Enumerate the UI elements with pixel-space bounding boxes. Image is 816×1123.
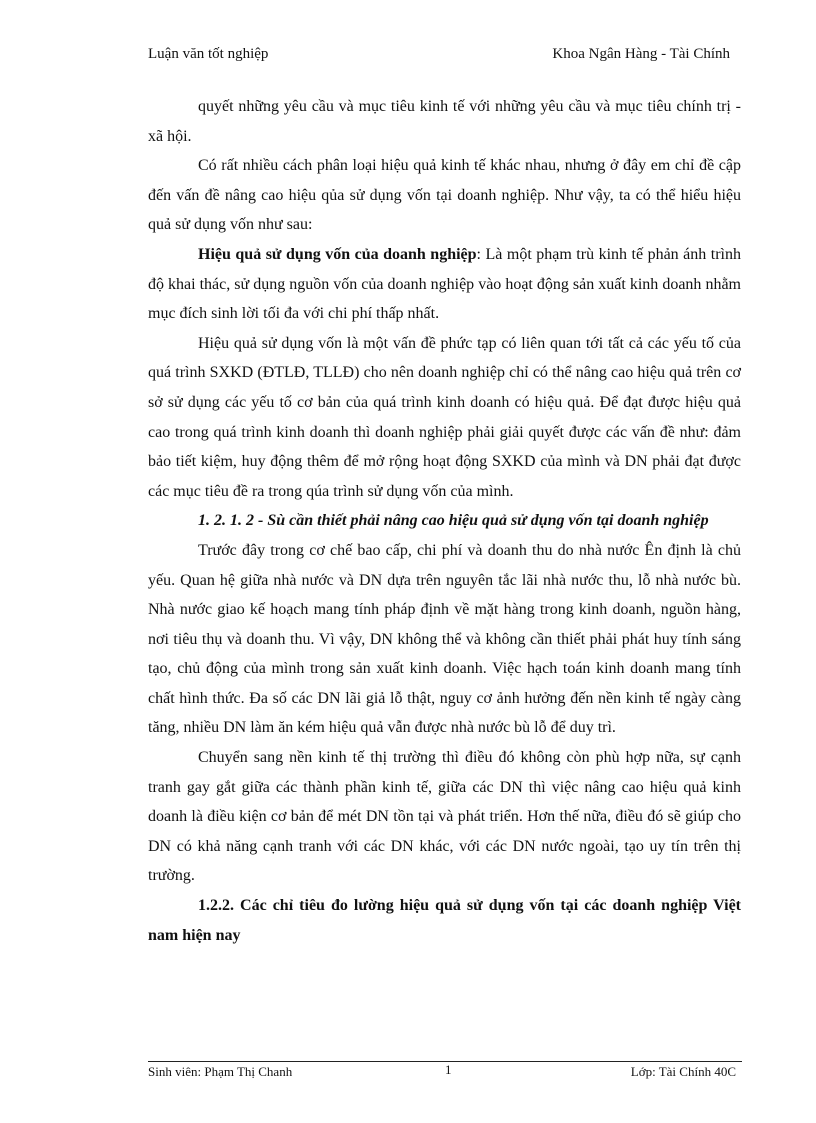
page-number: 1: [445, 1062, 452, 1077]
paragraph: Trước đây trong cơ chế bao cấp, chi phí và doanh thu do nhà nước Ên định là chủ yếu. Quan hệ giữa nhà nước và DN dựa trên nguyên tắc lãi nhà nước thu, lỗ nhà nước bù. Nhà nước giao kế hoạch mang tính pháp định về mặt hàng trong kinh doanh, nguồn hàng, nơi tiêu thụ và doanh thu. Vì vậy, DN không thể và không cần thiết phải phát huy tính sáng tạo, chủ động của mình trong sản xuất kinh doanh. Việc hạch toán kinh doanh mang tính chất hình thức. Đa số các DN lãi giả lỗ thật, nguy cơ ảnh hưởng đến nền kinh tế ngày càng tăng, nhiều DN làm ăn kém hiệu quả vẫn được nhà nước bù lỗ để duy trì.: [148, 541, 741, 737]
paragraph: Có rất nhiều cách phân loại hiệu quả kinh tế khác nhau, nhưng ở đây em chỉ đề cập đến vấn đề nâng cao hiệu qủa sử dụng vốn tại doanh nghiệp. Như vậy, ta có thể hiểu hiệu quả sử dụng vốn như sau:: [148, 157, 741, 234]
paragraph: Hiệu quả sử dụng vốn là một vấn đề phức tạp có liên quan tới tất cả các yếu tố của quá trình SXKD (ĐTLĐ, TLLĐ) cho nên doanh nghiệp chỉ có thể nâng cao hiệu quả trên cơ sở sử dụng các yếu tố cơ bản của quá trình kinh doanh có hiệu quả. Để đạt được hiệu quả cao trong quá trình kinh doanh thì doanh nghiệp phải giải quyết được các vấn đề như: đảm bảo tiết kiệm, huy động thêm để mở rộng hoạt động SXKD của mình và DN phải đạt được các mục tiêu đề ra trong qúa trình sử dụng vốn của mình.: [148, 334, 741, 500]
footer-class: Lớp: Tài Chính 40C: [630, 1064, 736, 1079]
footer-student: Sinh viên: Phạm Thị Chanh: [148, 1064, 293, 1079]
section-heading: 1.2.2. Các chỉ tiêu đo lường hiệu quả sử dụng vốn tại các doanh nghiệp Việt nam hiện nay: [148, 897, 741, 944]
header-thesis-label: Luận văn tốt nghiệp: [148, 46, 269, 62]
header-faculty-label: Khoa Ngân Hàng - Tài Chính: [552, 46, 730, 62]
definition-paragraph: [148, 240, 741, 329]
page-footer: [148, 1064, 736, 1082]
document-body: [148, 92, 741, 950]
definition-text: : Là một phạm trù kinh tế phản ánh trình độ khai thác, sử dụng nguồn vốn của doanh nghiệp vào hoạt động sản xuất kinh doanh nhằm mục đích sinh lời tối đa với chi phí thấp nhất.: [148, 245, 741, 323]
paragraph: Chuyển sang nền kinh tế thị trường thì điều đó không còn phù hợp nữa, sự cạnh tranh gay gắt giữa các thành phần kinh tế, giữa các DN thì việc nâng cao hiệu quả kinh doanh là điều kiện cơ bản để mét DN tồn tại và phát triển. Hơn thế nữa, điều đó sẽ giúp cho DN có khả năng cạnh tranh với các DN khác, với các DN nước ngoài, tạo uy tín trên thị trường.: [148, 749, 741, 885]
section-heading: 1. 2. 1. 2 - Sù cần thiết phải nâng cao hiệu quả sử dụng vốn tại doanh nghiệp: [198, 512, 709, 530]
page-header: [148, 46, 730, 68]
definition-term: Hiệu quả sử dụng vốn của doanh nghiệp: [198, 245, 477, 263]
paragraph: quyết những yêu cầu và mục tiêu kinh tế với những yêu cầu và mục tiêu chính trị - xã hội.: [148, 98, 741, 145]
